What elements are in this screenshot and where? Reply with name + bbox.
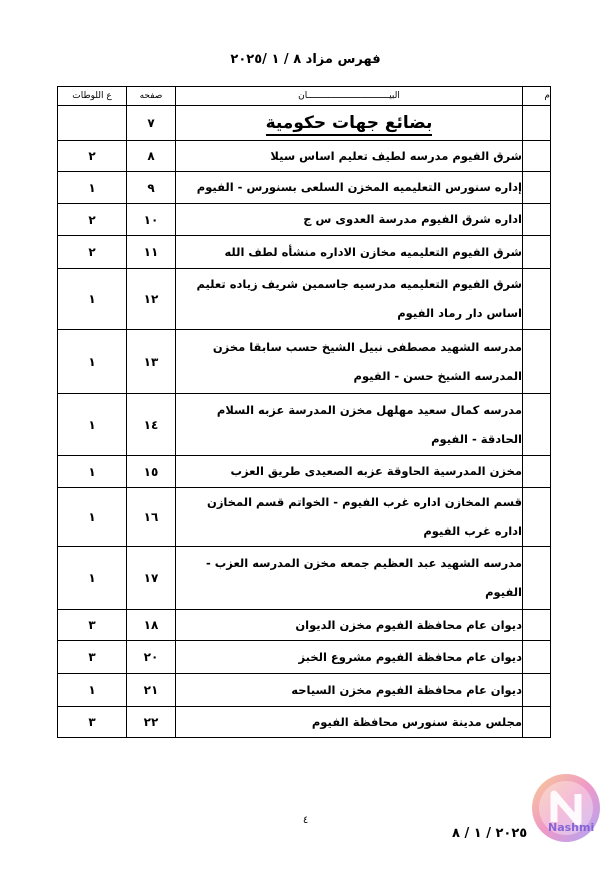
row-index-cell [523,106,551,141]
table-row [58,236,551,269]
row-index-cell [523,141,551,172]
table-row [58,269,551,330]
page-cell: ١٦ [127,488,176,547]
column-header-m: م [523,87,551,106]
row-index-cell [523,172,551,204]
lots-cell: ٢ [58,141,127,172]
lots-cell: ١ [58,488,127,547]
statement-cell: ديوان عام محافظة الفيوم مخزن الديوان [176,610,523,641]
page-cell: ١٣ [127,330,176,394]
section-heading-row [58,106,551,141]
statement-cell: شرق الفيوم مدرسه لطيف تعليم اساس سيلا [176,141,523,172]
statement-cell: قسم المخازن اداره غرب الفيوم - الخواتم قسم المخازن اداره غرب الفيوم [176,488,523,547]
statement-cell: مدرسه الشهيد مصطفى نبيل الشيخ حسب سابقا مخزن المدرسه الشيخ حسن - الفيوم [176,330,523,394]
page-cell: ٢٢ [127,707,176,738]
lots-cell: ٢ [58,204,127,236]
page-cell: ٨ [127,141,176,172]
page-cell: ١٥ [127,456,176,488]
statement-cell: مدرسه كمال سعيد مهلهل مخزن المدرسة عزبه السلام الحادقة - الفيوم [176,394,523,456]
lots-cell: ١ [58,269,127,330]
table-row [58,141,551,172]
statement-cell: اداره شرق الفيوم مدرسة العدوى س ج [176,204,523,236]
page-title: فهرس مزاد ٨ / ١ /٢٠٢٥ [230,52,381,67]
nashmi-logo-icon [528,770,604,846]
row-index-cell [523,236,551,269]
statement-cell: مجلس مدينة سنورس محافظة الفيوم [176,707,523,738]
page-cell: ١٠ [127,204,176,236]
page-cell: ٩ [127,172,176,204]
row-index-cell [523,394,551,456]
column-header-lots: ع اللوطات [58,87,127,106]
section-heading [176,106,523,141]
table-row [58,610,551,641]
statement-cell: مخزن المدرسية الحاوقة عزبه الصعيدى طريق العزب [176,456,523,488]
auction-index-table [57,86,551,738]
statement-cell: شرق الفيوم التعليميه مخازن الاداره منشأه لطف الله [176,236,523,269]
lots-cell: ٣ [58,610,127,641]
table-row [58,204,551,236]
row-index-cell [523,641,551,674]
table-row [58,394,551,456]
row-index-cell [523,330,551,394]
lots-cell: ٢ [58,236,127,269]
statement-cell: ديوان عام محافظة الفيوم مخزن السياحه [176,674,523,707]
statement-cell: ديوان عام محافظة الفيوم مشروع الخبز [176,641,523,674]
lots-cell: ٣ [58,707,127,738]
section-heading-text: بضائع جهات حكومية [266,113,433,136]
row-index-cell [523,610,551,641]
page-cell: ٢٠ [127,641,176,674]
table-row [58,641,551,674]
column-header-page: صفحه [127,87,176,106]
table-header-row [58,87,551,106]
page-cell: ٧ [127,106,176,141]
lots-cell: ١ [58,394,127,456]
column-header-statement: البيـــــــــــــــــــــــــــــــان [176,87,523,106]
statement-cell: مدرسه الشهيد عبد العظيم جمعه مخزن المدرسه العزب - الفيوم [176,547,523,610]
page-cell: ١١ [127,236,176,269]
lots-cell [58,106,127,141]
lots-cell: ١ [58,547,127,610]
row-index-cell [523,269,551,330]
row-index-cell [523,204,551,236]
lots-cell: ١ [58,674,127,707]
table-row [58,488,551,547]
page-cell: ١٢ [127,269,176,330]
statement-cell: شرق الفيوم التعليميه مدرسيه جاسمين شريف زياده تعليم اساس دار رماد الفيوم [176,269,523,330]
footer-date: ٢٠٢٥ / ١ / ٨ [452,826,528,841]
page-number: ٤ [302,815,309,826]
table-row [58,456,551,488]
page-cell: ١٧ [127,547,176,610]
table-row [58,172,551,204]
lots-cell: ٣ [58,641,127,674]
table-row [58,547,551,610]
page-cell: ٢١ [127,674,176,707]
page-cell: ١٤ [127,394,176,456]
row-index-cell [523,707,551,738]
row-index-cell [523,547,551,610]
table-row [58,330,551,394]
table-row [58,674,551,707]
lots-cell: ١ [58,456,127,488]
table-row [58,707,551,738]
statement-cell: إداره سنورس التعليميه المخزن السلعى بسنورس - الفيوم [176,172,523,204]
page-cell: ١٨ [127,610,176,641]
row-index-cell [523,456,551,488]
row-index-cell [523,488,551,547]
row-index-cell [523,674,551,707]
lots-cell: ١ [58,172,127,204]
watermark-text: Nashmi [548,821,595,834]
lots-cell: ١ [58,330,127,394]
